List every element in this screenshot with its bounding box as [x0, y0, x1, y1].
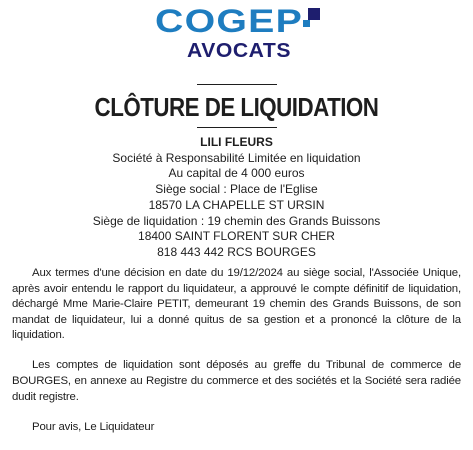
company-liquidation-seat: Siège de liquidation : 19 chemin des Grands Buissons: [92, 213, 381, 228]
logo-graphic: [137, 2, 337, 60]
company-head-office-city: 18570 LA CHAPELLE ST URSIN: [148, 197, 325, 212]
company-liquidation-city: 18400 SAINT FLORENT SUR CHER: [138, 229, 335, 244]
cogep-avocats-logo: [0, 2, 473, 60]
company-capital: Au capital de 4 000 euros: [168, 166, 305, 181]
logo-brand: COGEP: [154, 3, 303, 39]
company-name: LILI FLEURS: [200, 135, 273, 149]
company-form: Société à Responsabilité Limitée en liquidation: [112, 150, 361, 165]
logo-sub: AVOCATS: [186, 40, 291, 60]
signature: Pour avis, Le Liquidateur: [32, 420, 155, 433]
logo-square-large: [308, 8, 320, 20]
company-block: [0, 135, 473, 261]
notice-body: [12, 266, 461, 450]
company-rcs: 818 443 442 RCS BOURGES: [157, 244, 316, 259]
paragraph-decision: Aux termes d'une décision en date du 19/12/2024 au siège social, l'Associée Unique, après avoir entendu le rapport du liquidateur, a approuvé le compte définitif de liquidation, déchargé Mme Marie-Claire PETIT, demeurant 19 chemin des Grands Buissons, de son mandat de liquidateur, lui a donné quitus de sa gestion et a prononcé la clôture de la liquidation.: [12, 267, 461, 342]
title-divider: [197, 127, 277, 128]
notice-title: CLÔTURE DE LIQUIDATION: [94, 92, 379, 122]
paragraph-filing: Les comptes de liquidation sont déposés au greffe du Tribunal de commerce de BOURGES, en annexe au Registre du commerce et des sociétés et la Société sera radiée dudit registre.: [12, 359, 461, 403]
top-divider: [197, 84, 277, 85]
logo-square-small: [303, 20, 310, 27]
company-head-office: Siège social : Place de l'Eglise: [155, 182, 318, 197]
